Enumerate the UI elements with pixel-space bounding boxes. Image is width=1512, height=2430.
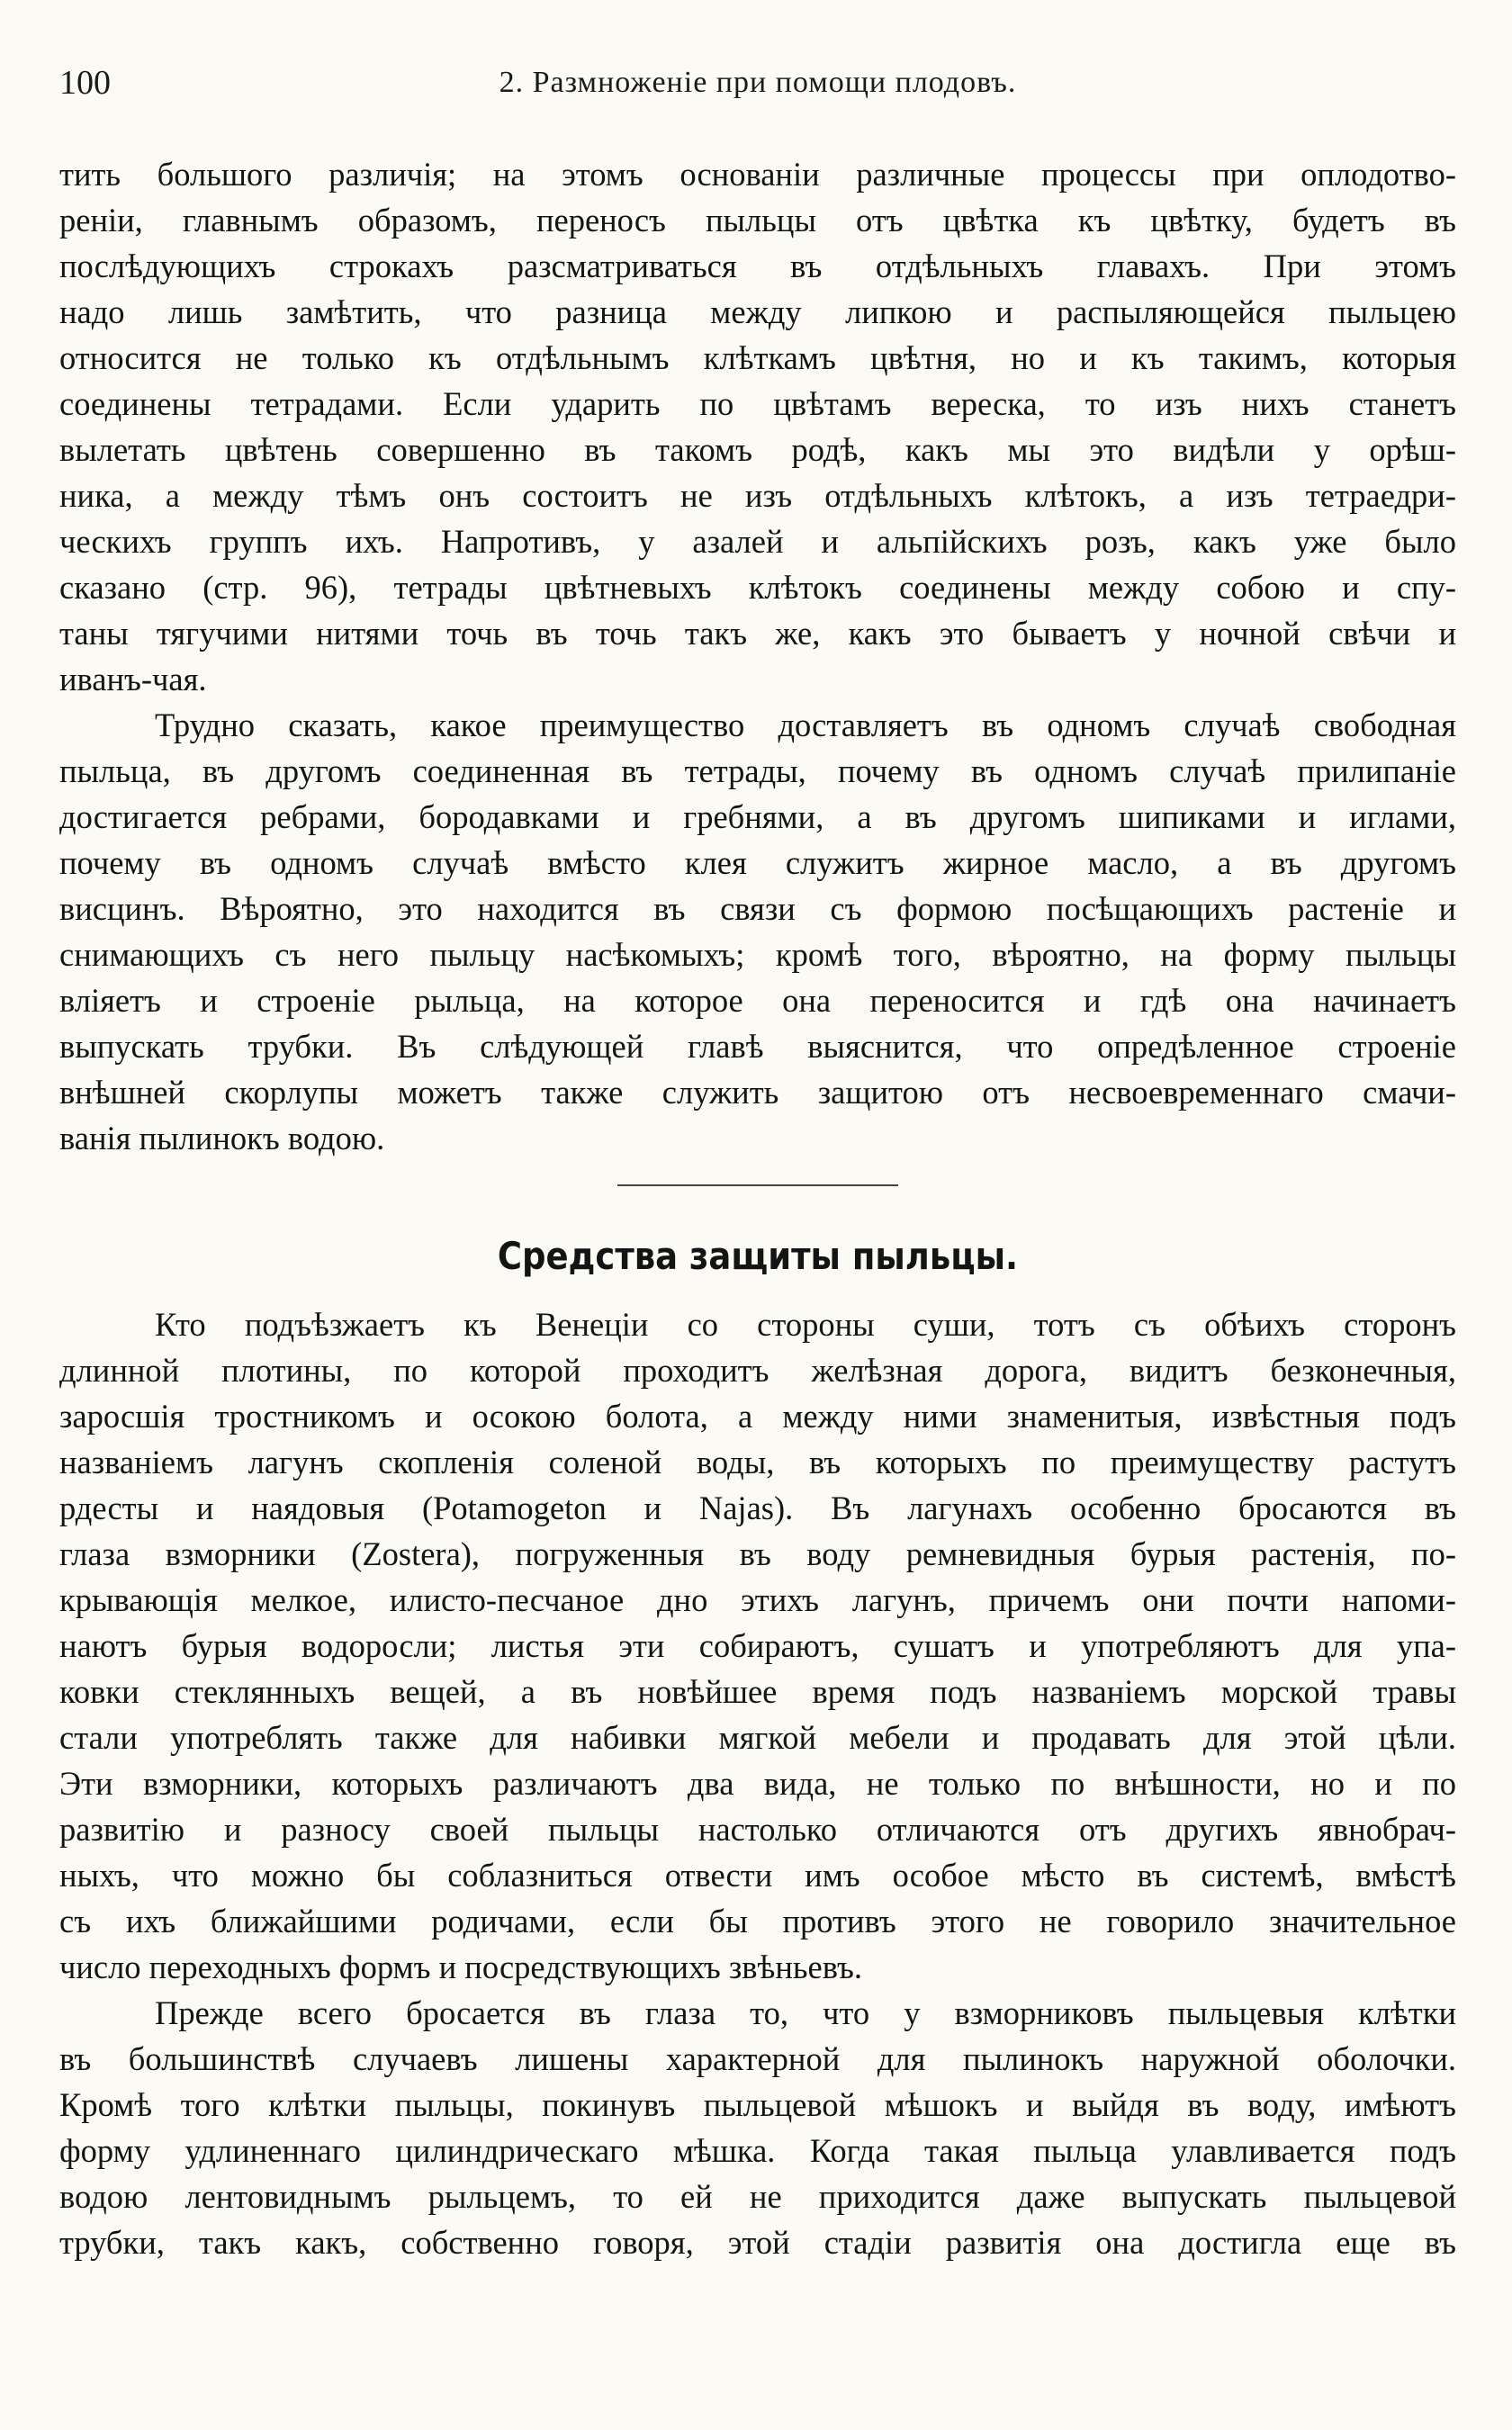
- section-heading: Средства защиты пыльцы.: [497, 1234, 1019, 1278]
- text-line: сказано (стр. 96), тетрады цвѣтневыхъ клѣтокъ соединены между собою и спу-: [59, 569, 1456, 606]
- text-line: въ большинствѣ случаевъ лишены характерной для пылинокъ наружной оболочки.: [59, 2040, 1456, 2077]
- text-line: Прежде всего бросается въ глаза то, что у взморниковъ пыльцевыя клѣтки: [155, 1994, 1456, 2031]
- text-line: крывающія мелкое, илисто-песчаное дно этихъ лагунъ, причемъ они почти напоми-: [59, 1581, 1456, 1618]
- text-line: трубки, такъ какъ, собственно говоря, этой стадіи развитія она достигла еще въ: [59, 2224, 1456, 2261]
- text-line: глаза взморники (Zostera), погруженныя въ воду ремневидныя бурыя растенія, по-: [59, 1535, 1456, 1572]
- text-line: заросшія тростникомъ и осокою болота, а между ними знаменитыя, извѣстныя подъ: [59, 1398, 1456, 1435]
- section-divider: [617, 1184, 898, 1186]
- page-number: 100: [59, 64, 111, 102]
- text-line: выпускать трубки. Въ слѣдующей главѣ выяснится, что опредѣленное строеніе: [59, 1028, 1456, 1065]
- text-line: число переходныхъ формъ и посредствующихъ звѣньевъ.: [59, 1948, 863, 1985]
- text-line: послѣдующихъ строкахъ разсматриваться въ отдѣльныхъ главахъ. При этомъ: [59, 248, 1456, 284]
- text-line: ковки стеклянныхъ вещей, а въ новѣйшее время подъ названіемъ морской травы: [59, 1673, 1456, 1710]
- running-title: 2. Размноженіе при помощи плодовъ.: [499, 66, 1017, 99]
- text-line: вліяетъ и строеніе рыльца, на которое она переносится и гдѣ она начинаетъ: [59, 982, 1456, 1019]
- text-line: внѣшней скорлупы можетъ также служить защитою отъ несвоевременнаго смачи-: [59, 1074, 1456, 1111]
- text-line: таны тягучими нитями точь въ точь такъ же, какъ это бываетъ у ночной свѣчи и: [59, 615, 1456, 652]
- text-line: Трудно сказать, какое преимущество доставляетъ въ одномъ случаѣ свободная: [155, 706, 1456, 743]
- text-line: ванія пылинокъ водою.: [59, 1120, 385, 1156]
- text-line: ческихъ группъ ихъ. Напротивъ, у азалей и альпійскихъ розъ, какъ уже было: [59, 523, 1456, 560]
- text-line: почему въ одномъ случаѣ вмѣсто клея служитъ жирное масло, а въ другомъ: [59, 844, 1456, 881]
- text-line: висцинъ. Вѣроятно, это находится въ связи съ формою посѣщающихъ растеніе и: [59, 890, 1456, 927]
- text-line: Кто подъѣзжаетъ къ Венеціи со стороны суши, тотъ съ обѣихъ сторонъ: [155, 1306, 1456, 1343]
- text-line: развитію и разносу своей пыльцы настолько отличаются отъ другихъ явнобрач-: [59, 1811, 1456, 1848]
- text-line: относится не только къ отдѣльнымъ клѣткамъ цвѣтня, но и къ такимъ, которыя: [59, 339, 1456, 376]
- text-line: пыльца, въ другомъ соединенная въ тетрады, почему въ одномъ случаѣ прилипаніе: [59, 752, 1456, 789]
- text-line: длинной плотины, по которой проходитъ желѣзная дорога, видитъ безконечныя,: [59, 1352, 1456, 1389]
- text-line: названіемъ лагунъ скопленія соленой воды, въ которыхъ по преимуществу растутъ: [59, 1444, 1456, 1480]
- text-line: ника, а между тѣмъ онъ состоитъ не изъ отдѣльныхъ клѣтокъ, а изъ тетраедри-: [59, 477, 1456, 514]
- text-line: Эти взморники, которыхъ различаютъ два вида, не только по внѣшности, но и по: [59, 1765, 1456, 1802]
- paragraph-zostera-pollen: [59, 1990, 1456, 2265]
- text-line: форму удлиненнаго цилиндрическаго мѣшка. Когда такая пыльца улавливается подъ: [59, 2132, 1456, 2169]
- text-line: реніи, главнымъ образомъ, переносъ пыльцы отъ цвѣтка къ цвѣтку, будетъ въ: [59, 202, 1456, 238]
- text-line: тить большого различія; на этомъ основаніи различные процессы при оплодотво-: [59, 156, 1456, 193]
- paragraph-continuation: [59, 151, 1456, 702]
- text-line: ныхъ, что можно бы соблазниться отвести имъ особое мѣсто въ системѣ, вмѣстѣ: [59, 1857, 1456, 1894]
- running-head: [59, 56, 1456, 110]
- text-line: достигается ребрами, бородавками и гребнями, а въ другомъ шипиками и иглами,: [59, 798, 1456, 835]
- text-line: снимающихъ съ него пыльцу насѣкомыхъ; кромѣ того, вѣроятно, на форму пыльцы: [59, 936, 1456, 973]
- text-line: стали употреблять также для набивки мягкой мебели и продавать для этой цѣли.: [59, 1719, 1456, 1756]
- text-line: водою лентовиднымъ рыльцемъ, то ей не приходится даже выпускать пыльцевой: [59, 2178, 1456, 2215]
- text-line: наютъ бурыя водоросли; листья эти собираютъ, сушатъ и употребляютъ для упа-: [59, 1627, 1456, 1664]
- paragraph-pollen-types: [59, 702, 1456, 1161]
- text-line: надо лишь замѣтить, что разница между липкою и распыляющейся пыльцею: [59, 293, 1456, 330]
- text-line: рдесты и наядовыя (Potamogeton и Najas). Въ лагунахъ особенно бросаются въ: [59, 1490, 1456, 1526]
- text-line: иванъ-чая.: [59, 661, 207, 698]
- text-line: Кромѣ того клѣтки пыльцы, покинувъ пыльцевой мѣшокъ и выйдя въ воду, имѣютъ: [59, 2086, 1456, 2123]
- text-line: вылетать цвѣтень совершенно въ такомъ родѣ, какъ мы это видѣли у орѣш-: [59, 431, 1456, 468]
- text-line: съ ихъ ближайшими родичами, если бы противъ этого не говорило значительное: [59, 1903, 1456, 1940]
- body-text: [59, 151, 1456, 2265]
- paragraph-venice-lagoons: [59, 1301, 1456, 1990]
- text-line: соединены тетрадами. Если ударить по цвѣтамъ вереска, то изъ нихъ станетъ: [59, 385, 1456, 422]
